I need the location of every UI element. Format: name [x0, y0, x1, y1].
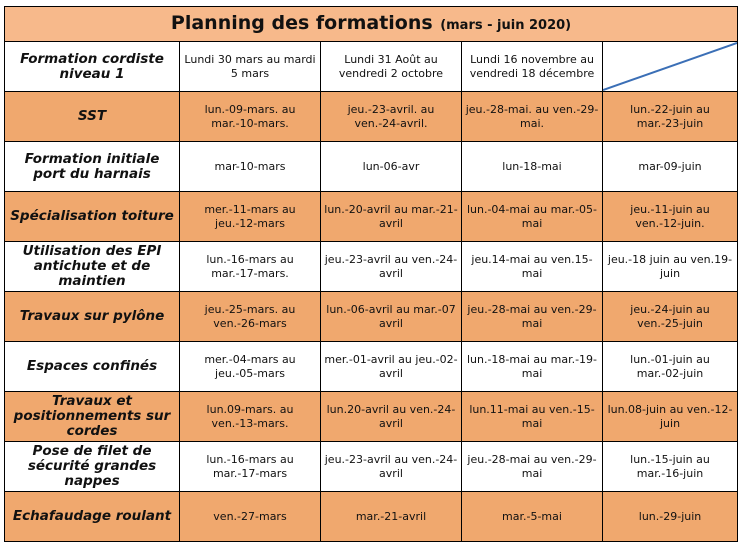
table-row	[5, 42, 738, 92]
date-cell: jeu.-23-avril au ven.-24-avril	[321, 242, 462, 292]
date-cell: Lundi 30 mars au mardi 5 mars	[180, 42, 321, 92]
table-row	[5, 342, 738, 392]
page-title: Planning des formations	[170, 11, 433, 34]
date-cell: lun.11-mai au ven.-15-mai	[462, 392, 603, 442]
table-row	[5, 242, 738, 292]
empty-diagonal-cell	[603, 42, 738, 92]
date-cell: Lundi 31 Août au vendredi 2 octobre	[321, 42, 462, 92]
date-cell: lun.-29-juin	[603, 492, 738, 542]
date-cell: lun.-01-juin au mar.-02-juin	[603, 342, 738, 392]
date-cell: mer.-04-mars au jeu.-05-mars	[180, 342, 321, 392]
date-cell: jeu.-28-mai au ven.-29-mai	[462, 292, 603, 342]
date-cell: lun.-15-juin au mar.-16-juin	[603, 442, 738, 492]
date-cell: lun.-09-mars. au mar.-10-mars.	[180, 92, 321, 142]
date-cell: lun.-20-avril au mar.-21-avril	[321, 192, 462, 242]
date-cell: lun.08-juin au ven.-12-juin	[603, 392, 738, 442]
date-cell: jeu.-25-mars. au ven.-26-mars	[180, 292, 321, 342]
date-cell: mar-10-mars	[180, 142, 321, 192]
table-row	[5, 292, 738, 342]
table-row	[5, 492, 738, 542]
date-cell: lun.20-avril au ven.-24-avril	[321, 392, 462, 442]
date-cell: jeu.-24-juin au ven.-25-juin	[603, 292, 738, 342]
row-label: Travaux et positionnements sur cordes	[5, 392, 180, 442]
date-cell: mer.-01-avril au jeu.-02-avril	[321, 342, 462, 392]
date-cell: mer.-11-mars au jeu.-12-mars	[180, 192, 321, 242]
row-label: Spécialisation toiture	[5, 192, 180, 242]
diagonal-line	[603, 42, 737, 91]
table-row	[5, 442, 738, 492]
date-cell: lun.-16-mars au mar.-17-mars	[180, 442, 321, 492]
date-cell: jeu.-28-mai. au ven.-29-mai.	[462, 92, 603, 142]
row-label: Pose de filet de sécurité grandes nappes	[5, 442, 180, 492]
planning-table	[4, 6, 738, 542]
date-cell: jeu.-23-avril au ven.-24-avril	[321, 442, 462, 492]
date-cell: mar-09-juin	[603, 142, 738, 192]
title-cell	[5, 7, 738, 42]
page-subtitle: (mars - juin 2020)	[440, 17, 572, 33]
date-cell: ven.-27-mars	[180, 492, 321, 542]
date-cell: Lundi 16 novembre au vendredi 18 décembre	[462, 42, 603, 92]
row-label: SST	[5, 92, 180, 142]
date-cell: lun.-22-juin au mar.-23-juin	[603, 92, 738, 142]
table-row	[5, 392, 738, 442]
date-cell: mar.-21-avril	[321, 492, 462, 542]
date-cell: jeu.-23-avril. au ven.-24-avril.	[321, 92, 462, 142]
date-cell: lun.-18-mai au mar.-19-mai	[462, 342, 603, 392]
table-row	[5, 192, 738, 242]
planning-sheet	[4, 6, 737, 542]
title-row	[5, 7, 738, 42]
date-cell: jeu.-28-mai au ven.-29-mai	[462, 442, 603, 492]
row-label: Formation cordiste niveau 1	[5, 42, 180, 92]
date-cell: jeu.-18 juin au ven.19-juin	[603, 242, 738, 292]
date-cell: jeu.-11-juin au ven.-12-juin.	[603, 192, 738, 242]
date-cell: lun-06-avr	[321, 142, 462, 192]
date-cell: lun.-16-mars au mar.-17-mars.	[180, 242, 321, 292]
row-label: Formation initiale port du harnais	[5, 142, 180, 192]
table-row	[5, 92, 738, 142]
table-row	[5, 142, 738, 192]
row-label: Echafaudage roulant	[5, 492, 180, 542]
date-cell: lun-18-mai	[462, 142, 603, 192]
date-cell: mar.-5-mai	[462, 492, 603, 542]
date-cell: jeu.14-mai au ven.15-mai	[462, 242, 603, 292]
date-cell: lun.09-mars. au ven.-13-mars.	[180, 392, 321, 442]
date-cell: lun.-04-mai au mar.-05-mai	[462, 192, 603, 242]
row-label: Espaces confinés	[5, 342, 180, 392]
row-label: Travaux sur pylône	[5, 292, 180, 342]
row-label: Utilisation des EPI antichute et de maintien	[5, 242, 180, 292]
date-cell: lun.-06-avril au mar.-07 avril	[321, 292, 462, 342]
